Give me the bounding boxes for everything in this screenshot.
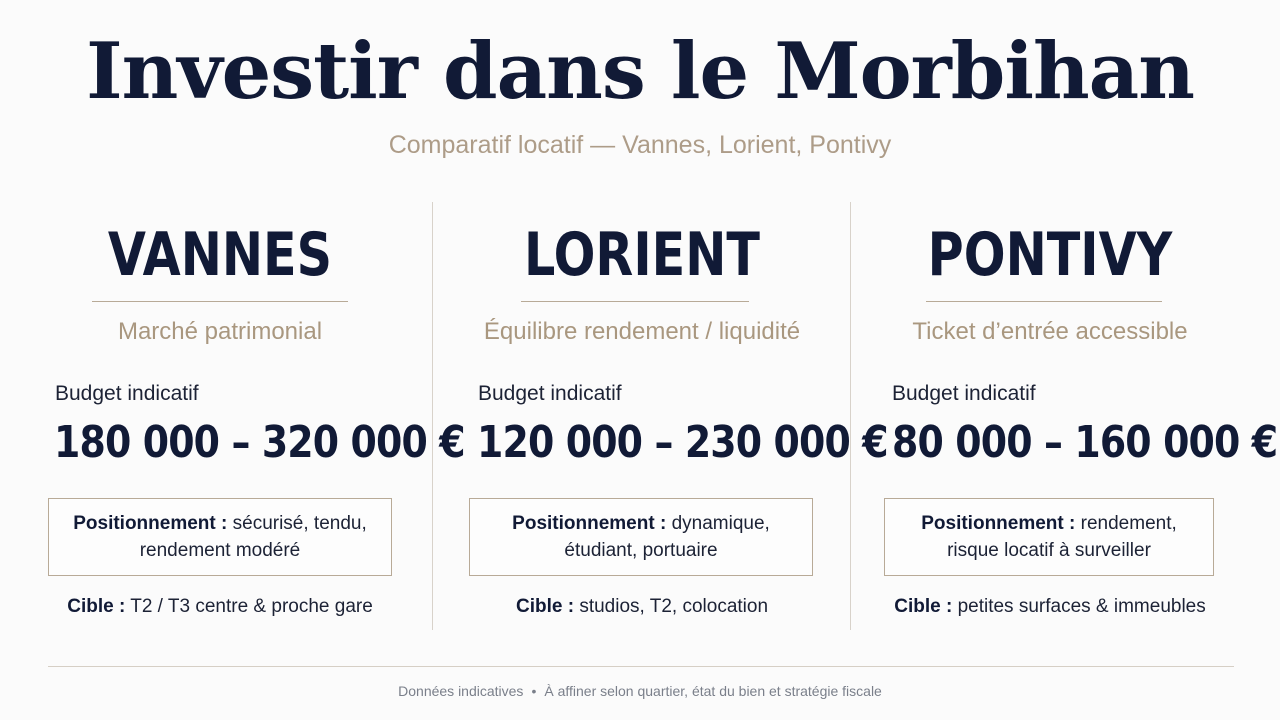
positioning-label: Positionnement : bbox=[921, 513, 1076, 534]
budget-value: 180 000 – 320 000 € bbox=[54, 417, 465, 468]
target-label: Cible : bbox=[894, 596, 953, 617]
city-name: VANNES bbox=[107, 220, 333, 290]
footer-separator: • bbox=[531, 683, 537, 699]
city-name: PONTIVY bbox=[927, 220, 1173, 290]
city-tagline: Ticket d’entrée accessible bbox=[912, 318, 1188, 345]
positioning-text: rendement, bbox=[1080, 513, 1177, 534]
city-column-vannes bbox=[10, 210, 465, 630]
positioning-box bbox=[48, 498, 392, 576]
positioning-text: rendement modéré bbox=[139, 540, 301, 561]
positioning-label: Positionnement : bbox=[512, 513, 667, 534]
target-line bbox=[10, 594, 430, 620]
page-title: Investir dans le Morbihan bbox=[86, 26, 1194, 117]
positioning-text: sécurisé, tendu, bbox=[232, 513, 367, 534]
target-value: T2 / T3 centre & proche gare bbox=[130, 596, 373, 617]
budget-value: 120 000 – 230 000 € bbox=[477, 417, 888, 468]
target-label: Cible : bbox=[515, 596, 575, 617]
page-subtitle: Comparatif locatif — Vannes, Lorient, Pontivy bbox=[388, 131, 892, 159]
target-value: studios, T2, colocation bbox=[579, 596, 769, 617]
positioning-box bbox=[884, 498, 1214, 576]
positioning-text: dynamique, bbox=[671, 513, 770, 534]
city-name: LORIENT bbox=[524, 220, 760, 290]
budget-label: Budget indicatif bbox=[478, 382, 622, 405]
target-label: Cible : bbox=[67, 596, 126, 617]
city-tagline: Marché patrimonial bbox=[117, 318, 323, 345]
positioning-text: risque locatif à surveiller bbox=[947, 540, 1151, 561]
footer-text: Données indicatives bbox=[398, 683, 524, 699]
footer-text: À affiner selon quartier, état du bien et stratégie fiscale bbox=[544, 683, 882, 699]
city-underline bbox=[92, 301, 348, 302]
positioning-box bbox=[469, 498, 813, 576]
footer-divider bbox=[48, 666, 1234, 667]
city-tagline: Équilibre rendement / liquidité bbox=[483, 318, 801, 345]
footer-note bbox=[0, 680, 1280, 702]
target-line bbox=[432, 594, 852, 620]
city-underline bbox=[926, 301, 1162, 302]
city-underline bbox=[521, 301, 749, 302]
budget-label: Budget indicatif bbox=[892, 382, 1036, 405]
city-column-pontivy bbox=[840, 210, 1278, 630]
budget-label: Budget indicatif bbox=[55, 382, 199, 405]
target-line bbox=[840, 594, 1260, 620]
target-value: petites surfaces & immeubles bbox=[957, 596, 1206, 617]
budget-value: 80 000 – 160 000 € bbox=[892, 417, 1278, 468]
positioning-text: étudiant, portuaire bbox=[564, 540, 718, 561]
city-column-lorient bbox=[432, 210, 888, 630]
positioning-label: Positionnement : bbox=[73, 513, 228, 534]
